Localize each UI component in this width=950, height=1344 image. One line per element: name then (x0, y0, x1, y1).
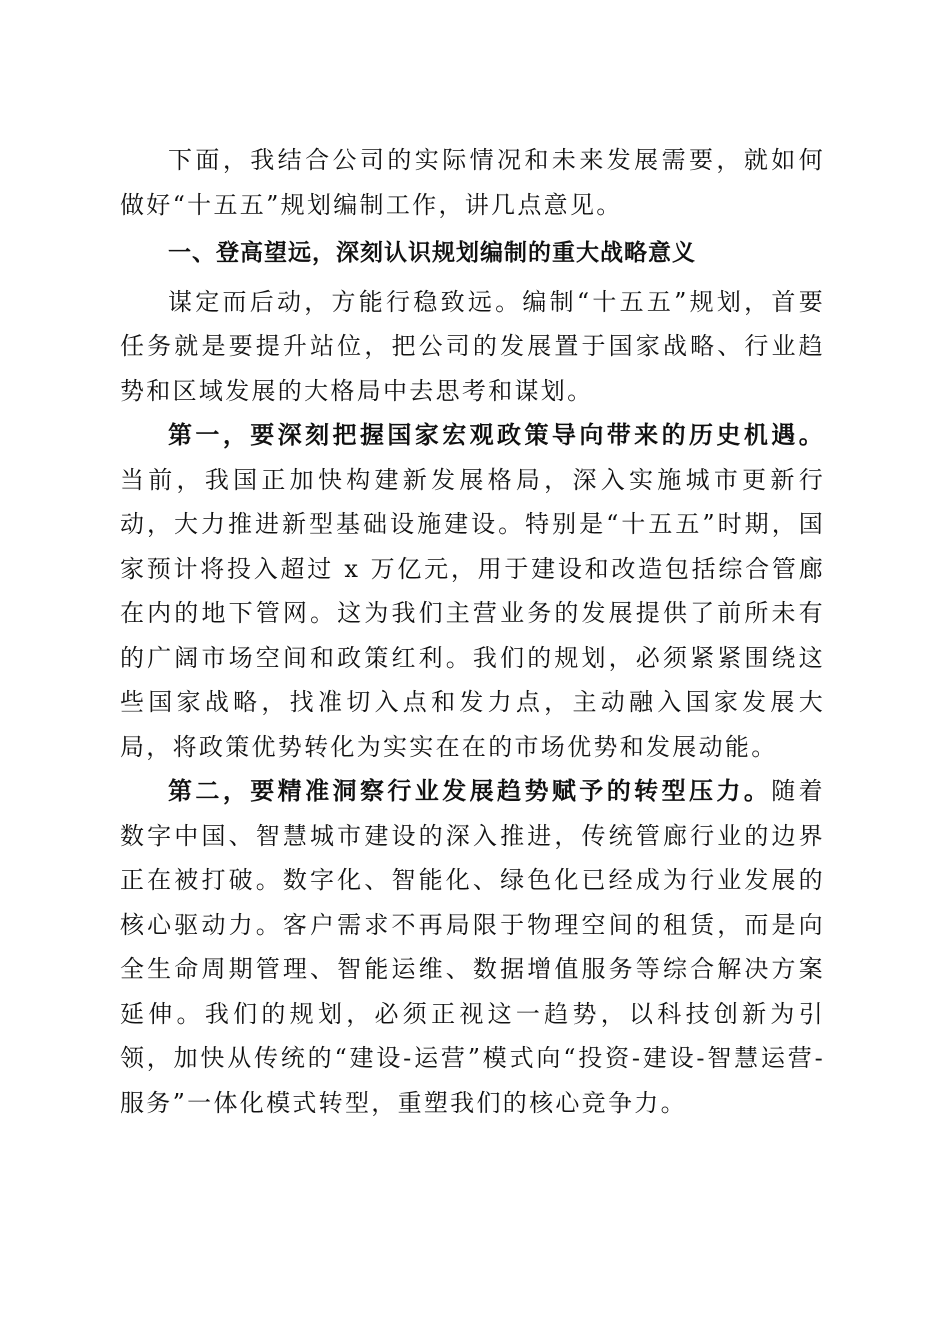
point-one-paragraph (120, 413, 825, 769)
section-opening-paragraph: 谋定而后动，方能行稳致远。编制“十五五”规划，首要任务就是要提升站位，把公司的发展置于国家战略、行业趋势和区域发展的大格局中去思考和谋划。 (120, 287, 825, 405)
intro-paragraph: 下面，我结合公司的实际情况和未来发展需要，就如何做好“十五五”规划编制工作，讲几点意见。 (120, 146, 825, 219)
section-heading: 一、登高望远，深刻认识规划编制的重大战略意义 (168, 240, 696, 266)
point-one-lead: 第一，要深刻把握国家宏观政策导向带来的历史机遇。 (168, 420, 825, 449)
point-two-body: 随着数字中国、智慧城市建设的深入推进，传统管廊行业的边界正在被打破。数字化、智能化、绿色化已经成为行业发展的核心驱动力。客户需求不再局限于物理空间的租赁，而是向全生命周期管理、智能运维、数据增值服务等综合解决方案延伸。我们的规划，必须正视这一趋势，以科技创新为引领，加快从传统的“建设-运营”模式向“投资-建设-智慧运营-服务”一体化模式转型，重塑我们的核心竞争力。 (120, 777, 825, 1117)
point-two-paragraph (120, 769, 825, 1125)
point-one-body: 当前，我国正加快构建新发展格局，深入实施城市更新行动，大力推进新型基础设施建设。特别是“十五五”时期，国家预计将投入超过 x 万亿元，用于建设和改造包括综合管廊在内的地下管网。这为我们主营业务的发展提供了前所未有的广阔市场空间和政策红利。我们的规划，必须紧紧围绕这些国家战略，找准切入点和发力点，主动融入国家发展大局，将政策优势转化为实实在在的市场优势和发展动能。 (120, 465, 825, 761)
point-two-lead: 第二，要精准洞察行业发展趋势赋予的转型压力。 (168, 776, 772, 805)
